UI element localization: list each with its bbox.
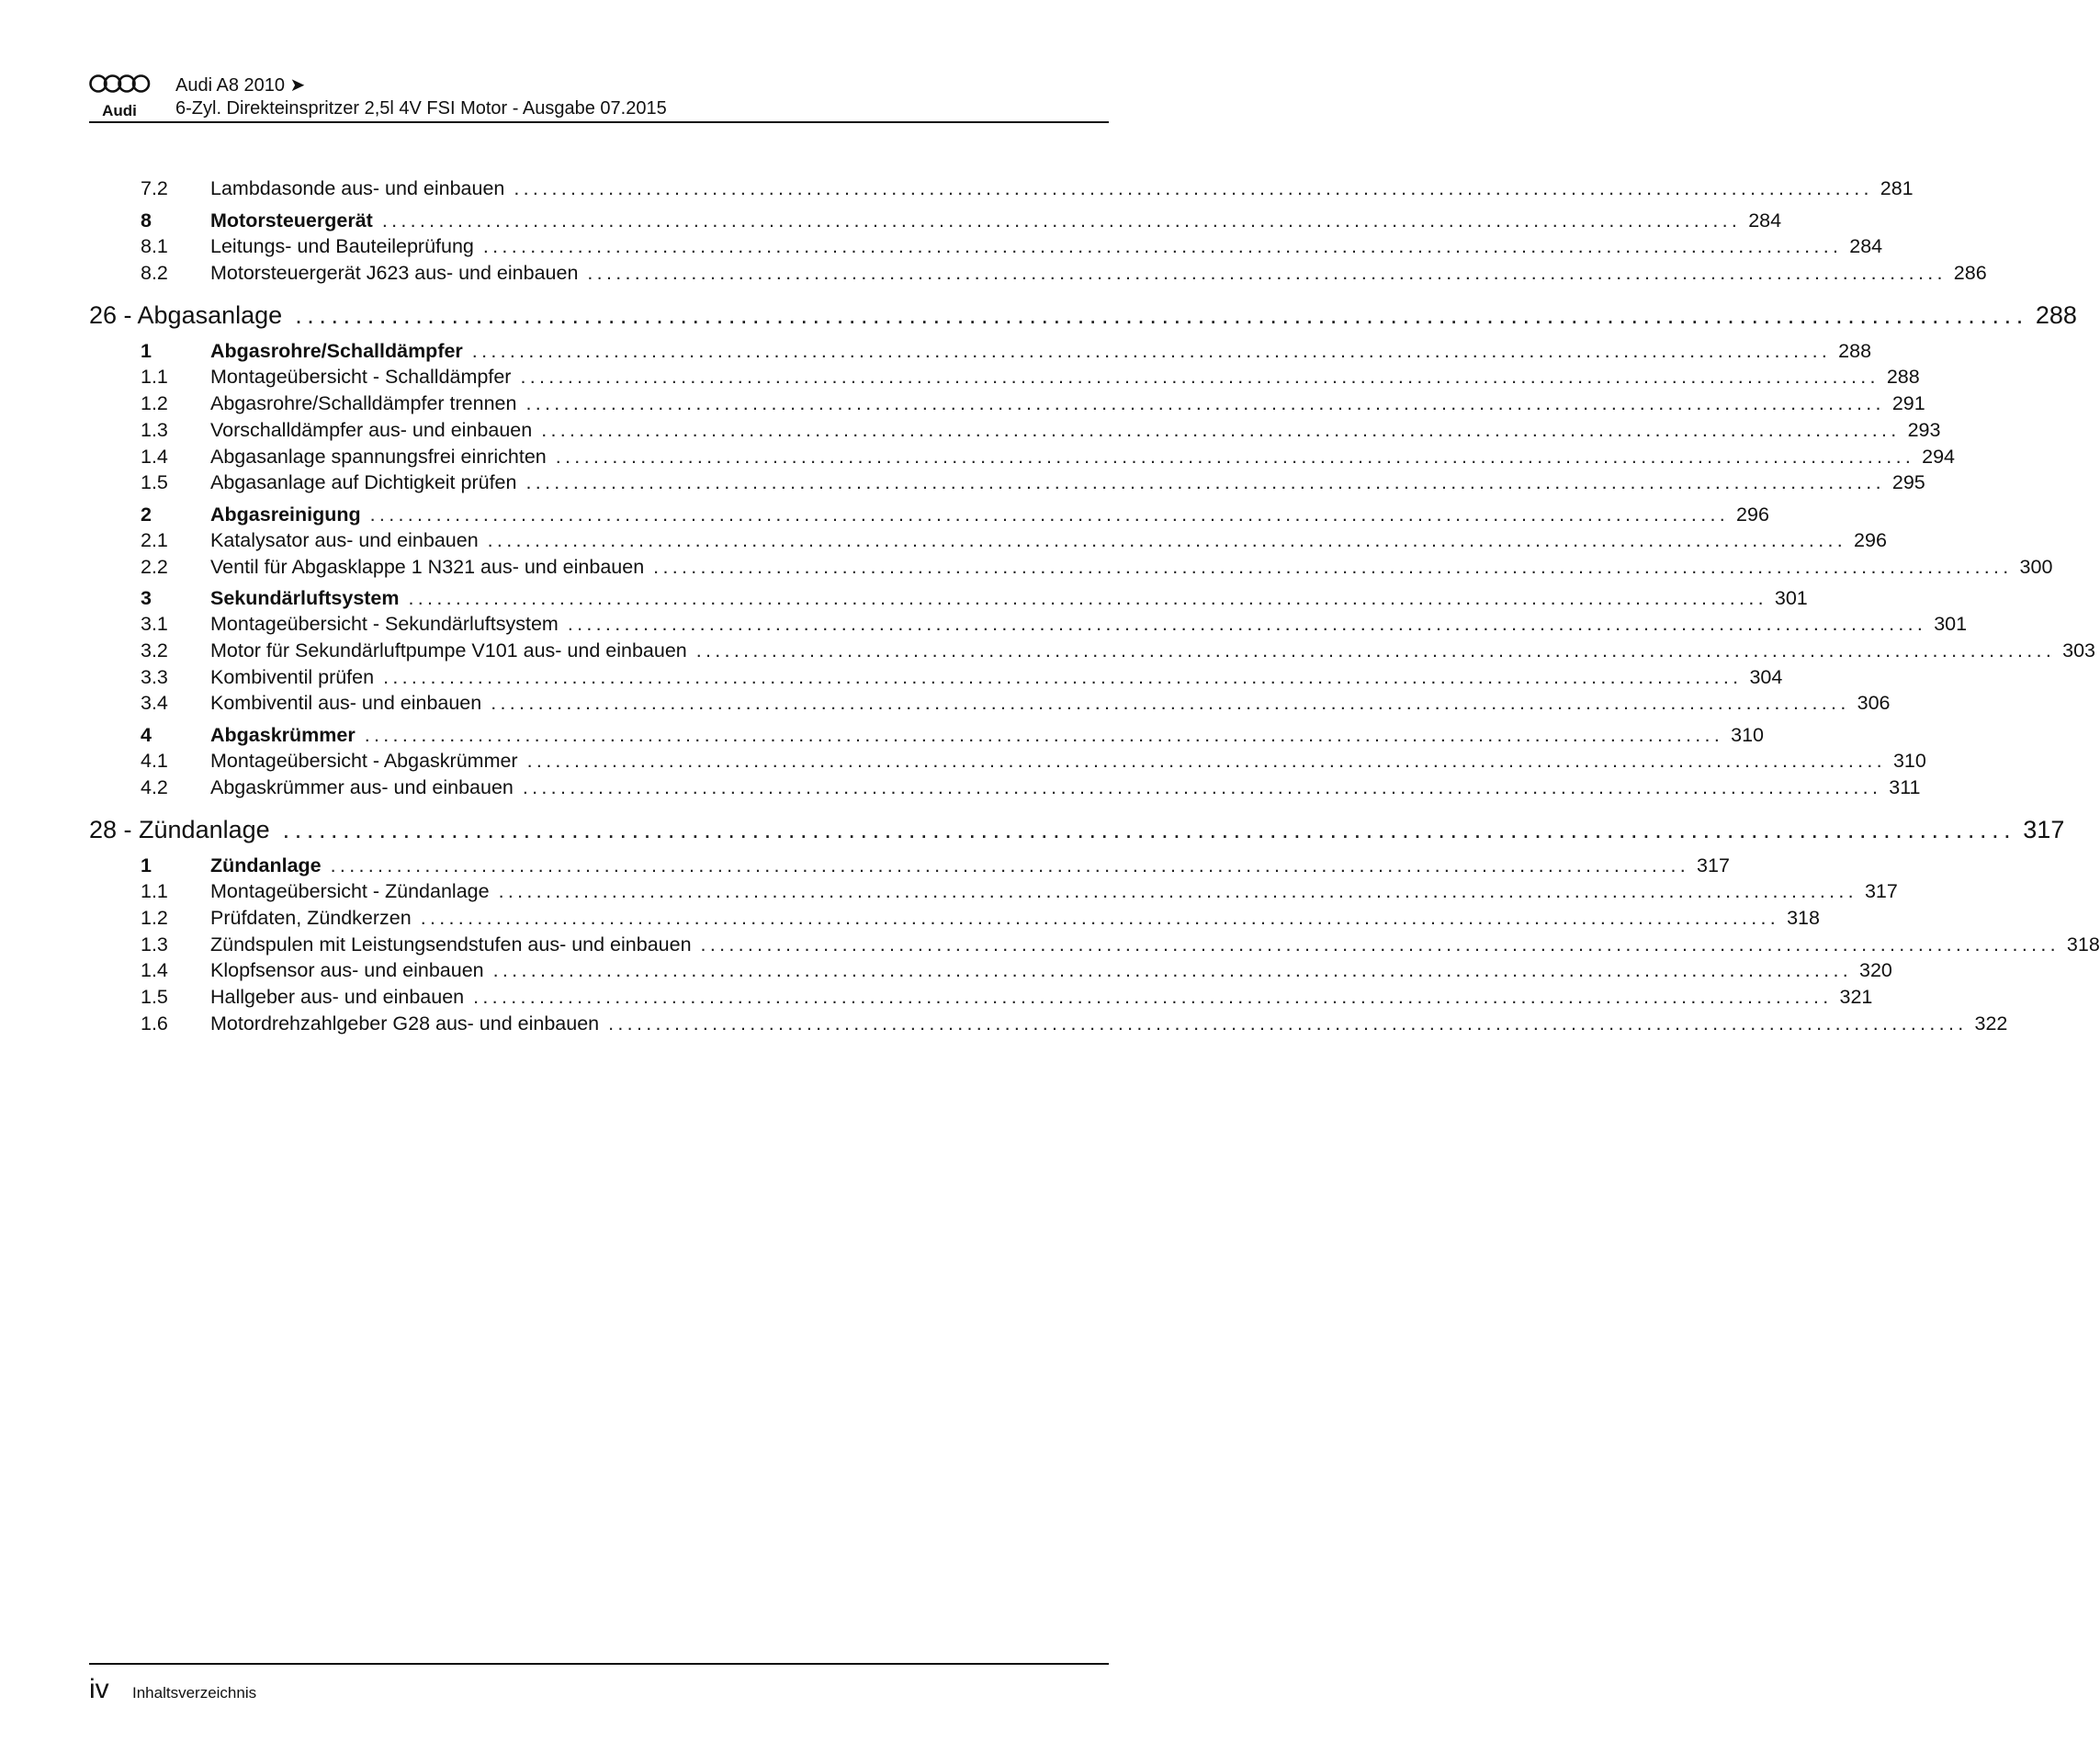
toc-entry-page: 288 (1838, 340, 1872, 362)
toc-entry-page: 317 (1864, 880, 1898, 902)
toc-entry-page: 288 (1886, 366, 1920, 388)
dot-leader: ................................................................................................................................................ (491, 692, 1850, 714)
toc-entry-number: 1.6 (141, 1012, 168, 1035)
toc-entry-title: Ventil für Abgasklappe 1 N321 aus- und einbauen (210, 556, 645, 578)
toc-section[interactable] (141, 587, 1808, 613)
dot-leader: ................................................................................................................................................ (381, 209, 1742, 232)
toc-entry-number: 1.2 (141, 907, 168, 929)
dot-leader: ................................................................................................................................................ (526, 750, 1886, 772)
toc-entry-title: Montageübersicht - Sekundärluftsystem (210, 613, 559, 635)
toc-entry[interactable] (141, 262, 1987, 288)
toc-entry-title: Abgasrohre/Schalldämpfer trennen (210, 392, 517, 414)
toc-entry-title: Abgasanlage auf Dichtigkeit prüfen (210, 471, 517, 493)
toc-entry[interactable] (141, 446, 1956, 471)
toc-entry-title: Kombiventil aus- und einbauen (210, 692, 482, 714)
toc-entry[interactable] (141, 666, 1783, 692)
toc-entry-number: 1.1 (141, 880, 168, 902)
toc-entry-page: 310 (1731, 724, 1764, 746)
dot-leader: ................................................................................................................................................ (567, 613, 1927, 635)
toc-entry-number: 1 (141, 340, 152, 362)
toc-entry-number: 2 (141, 503, 152, 526)
toc-entry-title: Zündanlage (210, 854, 322, 876)
dot-leader: ................................................................................................................................................ (700, 933, 2060, 956)
dot-leader: ................................................................................................................................................ (695, 639, 2056, 662)
toc-entry-number: 1.3 (141, 933, 168, 956)
toc-entry-title: Montageübersicht - Zündanlage (210, 880, 490, 902)
toc-entry-number: 7.2 (141, 177, 168, 199)
toc-entry-title: Klopfsensor aus- und einbauen (210, 959, 484, 981)
toc-entry-title: Motorsteuergerät J623 aus- und einbauen (210, 262, 579, 284)
toc-entry-number: 1.4 (141, 959, 168, 981)
toc-entry-page: 321 (1839, 986, 1873, 1008)
dot-leader: ................................................................................................................................................ (282, 816, 2016, 843)
toc-chapter-page: 288 (2035, 301, 2077, 329)
toc-entry[interactable] (141, 959, 1892, 985)
toc-entry[interactable] (141, 419, 1941, 445)
toc-entry-page: 294 (1922, 446, 1956, 468)
dot-leader: ................................................................................................................................................ (420, 907, 1780, 929)
toc-entry[interactable] (141, 692, 1891, 718)
toc-chapter-title: 26 - Abgasanlage (89, 301, 283, 329)
toc-entry[interactable] (141, 392, 1925, 418)
toc-chapter[interactable] (89, 816, 2065, 849)
toc-entry-title: Abgasreinigung (210, 503, 361, 526)
toc-entry-number: 3.1 (141, 613, 168, 635)
toc-section[interactable] (141, 503, 1769, 529)
dot-leader: ................................................................................................................................................ (514, 177, 1873, 199)
toc-entry-page: 304 (1749, 666, 1783, 688)
document-subtitle: 6-Zyl. Direkteinspritzer 2,5l 4V FSI Motor - Ausgabe 07.2015 (175, 98, 667, 119)
toc-entry-number: 1.3 (141, 419, 168, 441)
toc-entry-number: 3 (141, 587, 152, 609)
toc-entry-number: 1 (141, 854, 152, 876)
toc-entry[interactable] (141, 529, 1887, 555)
toc-entry-number: 1.5 (141, 471, 168, 493)
toc-entry-title: Abgaskrümmer (210, 724, 356, 746)
toc-entry-number: 8 (141, 209, 152, 232)
toc-entry-number: 8.1 (141, 235, 168, 257)
toc-chapter-title: 28 - Zündanlage (89, 816, 270, 843)
toc-chapter-page: 317 (2023, 816, 2065, 843)
dot-leader: ................................................................................................................................................ (383, 666, 1743, 688)
toc-entry-page: 301 (1934, 613, 1968, 635)
toc-section[interactable] (141, 340, 1872, 366)
toc-entry-page: 318 (1787, 907, 1820, 929)
dot-leader: ................................................................................................................................................ (498, 880, 1857, 902)
logo-text: Audi (102, 102, 137, 119)
toc-entry-title: Zündspulen mit Leistungsendstufen aus- und einbauen (210, 933, 692, 956)
toc-entry-number: 1.5 (141, 986, 168, 1008)
toc-entry[interactable] (141, 933, 2100, 959)
toc-entry-title: Motor für Sekundärluftpumpe V101 aus- und einbauen (210, 639, 687, 662)
toc-entry-title: Montageübersicht - Schalldämpfer (210, 366, 512, 388)
toc-entry-page: 284 (1849, 235, 1883, 257)
toc-entry-page: 296 (1736, 503, 1769, 526)
toc-entry[interactable] (141, 235, 1883, 261)
toc-entry-number: 4.2 (141, 776, 168, 798)
toc-entry-page: 320 (1859, 959, 1892, 981)
toc-entry-number: 2.2 (141, 556, 168, 578)
toc-chapter[interactable] (89, 301, 2077, 334)
toc-entry-number: 4 (141, 724, 152, 746)
dot-leader: ................................................................................................................................................ (473, 986, 1833, 1008)
dot-leader: ................................................................................................................................................ (492, 959, 1853, 981)
dot-leader: ................................................................................................................................................ (471, 340, 1832, 362)
toc-entry[interactable] (141, 177, 1914, 203)
footer-page-number: iv (89, 1674, 109, 1704)
dot-leader: ................................................................................................................................................ (520, 366, 1880, 388)
toc-entry-page: 296 (1854, 529, 1887, 551)
toc-entry-page: 293 (1907, 419, 1941, 441)
toc-entry[interactable] (141, 556, 2053, 582)
toc-entry-page: 300 (2019, 556, 2053, 578)
toc-entry-number: 1.1 (141, 366, 168, 388)
dot-leader: ................................................................................................................................................ (522, 776, 1882, 798)
dot-leader: ................................................................................................................................................ (487, 529, 1847, 551)
dot-leader: ................................................................................................................................................ (525, 471, 1885, 493)
toc-entry-page: 322 (1974, 1012, 2008, 1035)
dot-leader: ................................................................................................................................................ (525, 392, 1885, 414)
toc-entry-title: Abgasrohre/Schalldämpfer (210, 340, 463, 362)
toc-entry-number: 4.1 (141, 750, 168, 772)
toc-entry-page: 301 (1774, 587, 1808, 609)
toc-section[interactable] (141, 724, 1764, 750)
toc-entry-title: Abgasanlage spannungsfrei einrichten (210, 446, 547, 468)
toc-entry-title: Sekundärluftsystem (210, 587, 400, 609)
toc-entry-number: 3.4 (141, 692, 168, 714)
toc-entry[interactable] (141, 776, 1921, 802)
toc-entry[interactable] (141, 986, 1873, 1012)
toc-entry-page: 303 (2062, 639, 2095, 662)
toc-entry[interactable] (141, 613, 1968, 639)
dot-leader: ................................................................................................................................................ (408, 587, 1767, 609)
header-rule (89, 121, 1109, 123)
dot-leader: ................................................................................................................................................ (653, 556, 2013, 578)
toc-entry-number: 3.3 (141, 666, 168, 688)
toc-entry-number: 3.2 (141, 639, 168, 662)
toc-entry-page: 310 (1892, 750, 1926, 772)
toc-entry-title: Hallgeber aus- und einbauen (210, 986, 465, 1008)
toc-section[interactable] (141, 209, 1782, 235)
toc-section[interactable] (141, 854, 1730, 880)
toc-entry-title: Kombiventil prüfen (210, 666, 375, 688)
toc-entry-title: Abgaskrümmer aus- und einbauen (210, 776, 514, 798)
toc-entry-title: Motordrehzahlgeber G28 aus- und einbauen (210, 1012, 600, 1035)
toc-entry[interactable] (141, 1012, 2008, 1038)
toc-entry-number: 1.2 (141, 392, 168, 414)
footer-label: Inhaltsverzeichnis (132, 1684, 257, 1702)
dot-leader: ................................................................................................................................................ (369, 503, 1730, 526)
toc-entry-number: 2.1 (141, 529, 168, 551)
toc-entry-number: 1.4 (141, 446, 168, 468)
toc-entry-page: 286 (1953, 262, 1987, 284)
toc-entry-title: Vorschalldämpfer aus- und einbauen (210, 419, 533, 441)
toc-entry-page: 311 (1889, 776, 1921, 798)
toc-entry-number: 8.2 (141, 262, 168, 284)
toc-entry-page: 295 (1891, 471, 1925, 493)
toc-entry-page: 318 (2066, 933, 2100, 956)
toc-entry-title: Montageübersicht - Abgaskrümmer (210, 750, 518, 772)
dot-leader: ................................................................................................................................................ (541, 419, 1901, 441)
dot-leader: ................................................................................................................................................ (555, 446, 1915, 468)
dot-leader: ................................................................................................................................................ (587, 262, 1947, 284)
toc-entry-title: Prüfdaten, Zündkerzen (210, 907, 412, 929)
dot-leader: ................................................................................................................................................ (608, 1012, 1968, 1035)
dot-leader: ................................................................................................................................................ (330, 854, 1690, 876)
toc-entry-title: Katalysator aus- und einbauen (210, 529, 479, 551)
toc-entry[interactable] (141, 880, 1898, 906)
dot-leader: ................................................................................................................................................ (295, 301, 2028, 329)
toc-entry-page: 281 (1880, 177, 1914, 199)
toc-entry-page: 306 (1857, 692, 1891, 714)
toc-entry[interactable] (141, 639, 2095, 665)
toc-entry-title: Lambdasonde aus- und einbauen (210, 177, 505, 199)
toc-entry-title: Leitungs- und Bauteileprüfung (210, 235, 474, 257)
toc-entry[interactable] (141, 471, 1925, 497)
audi-rings-logo-icon (89, 72, 150, 121)
toc-entry-page: 284 (1748, 209, 1782, 232)
toc-entry[interactable] (141, 366, 1920, 391)
toc-entry[interactable] (141, 907, 1820, 933)
toc-entry[interactable] (141, 750, 1926, 775)
page-header (89, 72, 1109, 123)
toc-entry-title: Motorsteuergerät (210, 209, 373, 232)
toc-entry-page: 317 (1697, 854, 1730, 876)
document-title: Audi A8 2010 ➤ (175, 75, 306, 96)
toc-entry-page: 291 (1891, 392, 1925, 414)
footer-rule (89, 1663, 1109, 1665)
dot-leader: ................................................................................................................................................ (364, 724, 1724, 746)
dot-leader: ................................................................................................................................................ (482, 235, 1843, 257)
